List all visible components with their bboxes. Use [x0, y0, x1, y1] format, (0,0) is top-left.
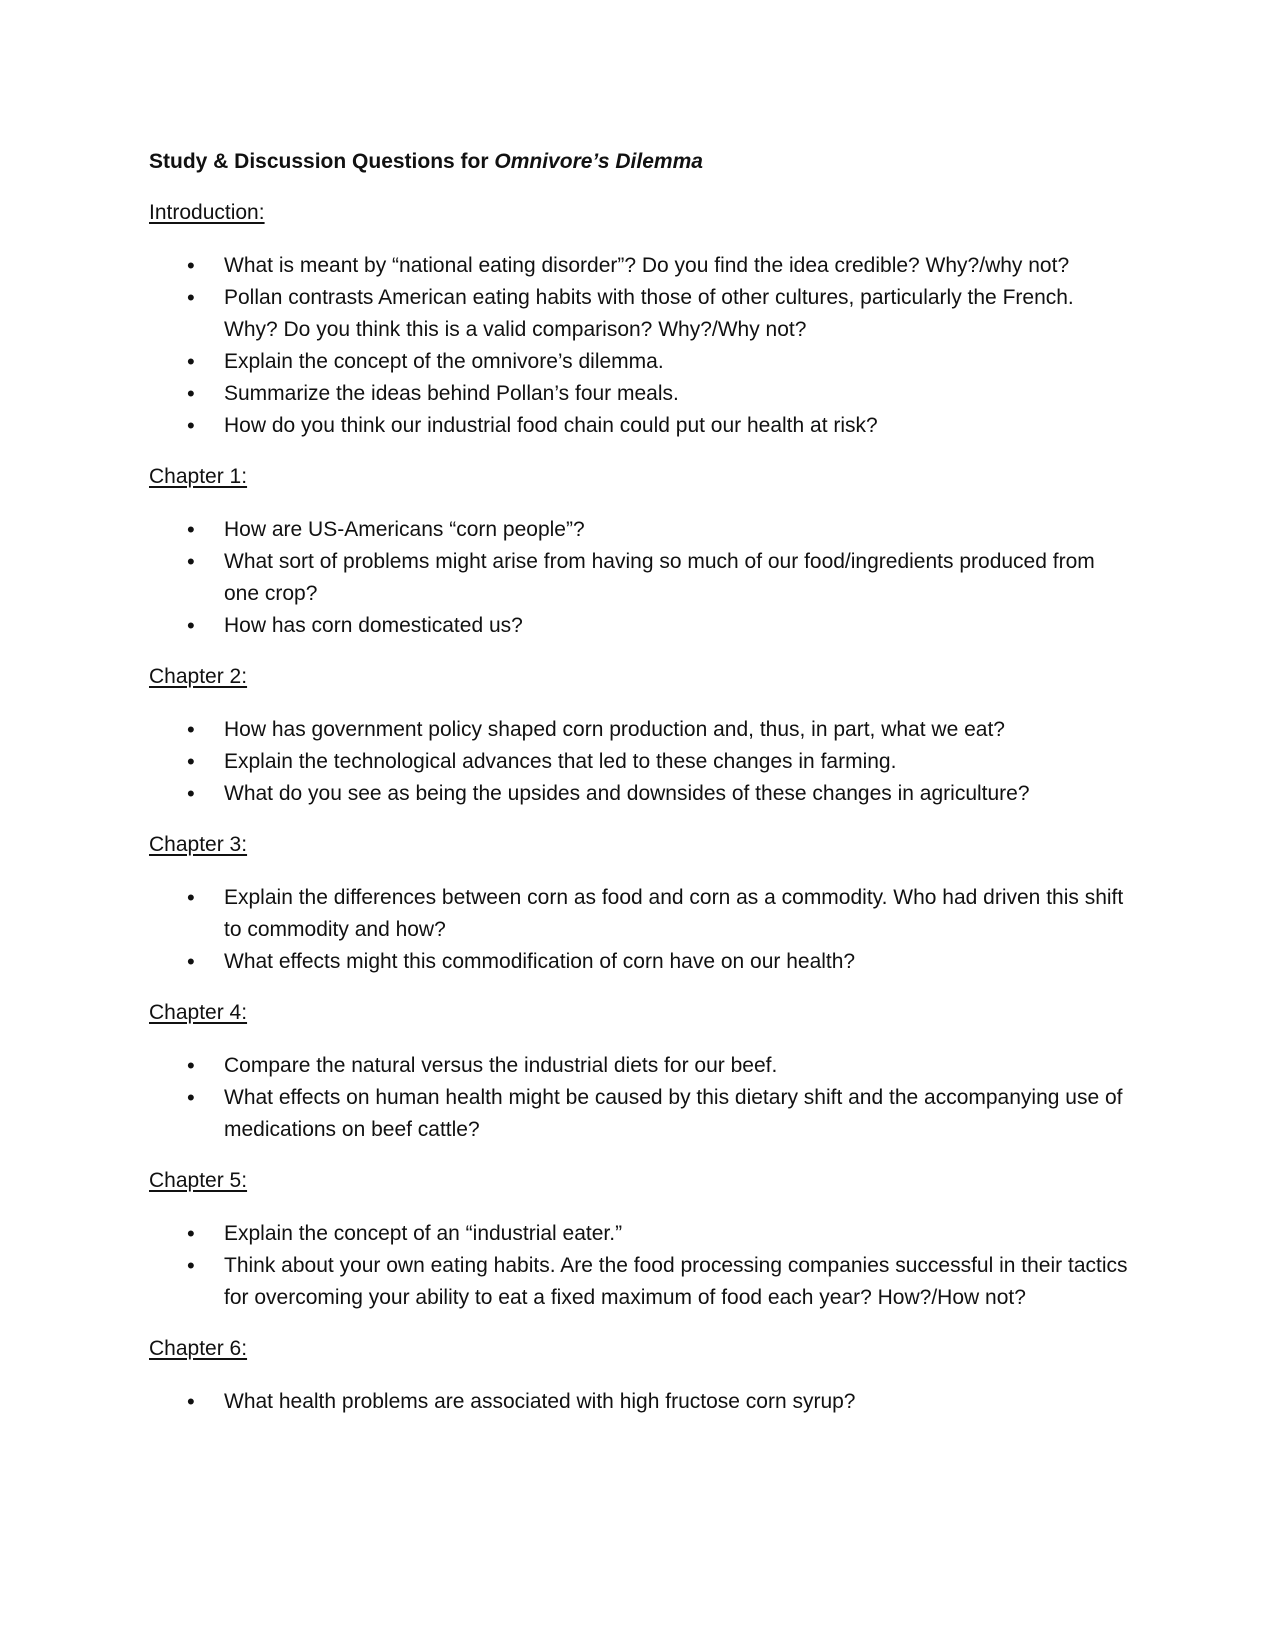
question-item	[149, 1050, 1129, 1082]
question-list	[149, 1386, 1129, 1418]
question-list	[149, 1218, 1129, 1314]
section-chapter-3	[149, 829, 1129, 978]
question-text: Explain the differences between corn as food and corn as a commodity. Who had driven this shift to commodity and how?	[224, 886, 1124, 941]
question-text: How has corn domesticated us?	[224, 614, 523, 637]
document-title	[149, 146, 1129, 178]
section-heading: Chapter 4:	[149, 1001, 248, 1024]
question-text: Think about your own eating habits. Are the food processing companies successful in their tactics for overcoming your ability to eat a fixed maximum of food each year? How?/How not?	[224, 1254, 1128, 1309]
bullet-icon: •	[187, 781, 195, 806]
question-item	[149, 282, 1129, 346]
bullet-icon: •	[187, 381, 195, 406]
question-text: Summarize the ideas behind Pollan’s four meals.	[224, 382, 679, 405]
book-title: Omnivore’s Dilemma	[494, 150, 703, 173]
question-text: What is meant by “national eating disorder”? Do you find the idea credible? Why?/why not?	[224, 254, 1070, 277]
bullet-icon: •	[187, 1253, 195, 1278]
bullet-icon: •	[187, 517, 195, 542]
question-text: Compare the natural versus the industrial diets for our beef.	[224, 1054, 778, 1077]
bullet-icon: •	[187, 1085, 195, 1110]
question-item	[149, 546, 1129, 610]
question-item	[149, 378, 1129, 410]
title-prefix: Study & Discussion Questions for	[149, 150, 495, 173]
question-text: How do you think our industrial food chain could put our health at risk?	[224, 414, 878, 437]
question-item	[149, 1250, 1129, 1314]
bullet-icon: •	[187, 717, 195, 742]
question-text: What effects on human health might be caused by this dietary shift and the accompanying use of medications on beef cattle?	[224, 1086, 1123, 1141]
question-item	[149, 714, 1129, 746]
bullet-icon: •	[187, 285, 195, 310]
question-item	[149, 778, 1129, 810]
section-introduction	[149, 197, 1129, 442]
bullet-icon: •	[187, 253, 195, 278]
question-list	[149, 714, 1129, 810]
question-item	[149, 746, 1129, 778]
question-text: What sort of problems might arise from having so much of our food/ingredients produced from one crop?	[224, 550, 1095, 605]
section-chapter-6	[149, 1333, 1129, 1418]
bullet-icon: •	[187, 413, 195, 438]
question-text: How has government policy shaped corn production and, thus, in part, what we eat?	[224, 718, 1005, 741]
question-item	[149, 1082, 1129, 1146]
section-chapter-4	[149, 997, 1129, 1146]
section-heading: Introduction:	[149, 201, 265, 224]
question-text: Pollan contrasts American eating habits with those of other cultures, particularly the French. Why? Do you think this is a valid comparison? Why?/Why not?	[224, 286, 1074, 341]
question-list	[149, 882, 1129, 978]
question-list	[149, 1050, 1129, 1146]
section-heading: Chapter 5:	[149, 1169, 248, 1192]
bullet-icon: •	[187, 1053, 195, 1078]
question-item	[149, 1218, 1129, 1250]
question-item	[149, 610, 1129, 642]
question-item	[149, 514, 1129, 546]
question-list	[149, 250, 1129, 442]
section-heading: Chapter 1:	[149, 465, 248, 488]
bullet-icon: •	[187, 885, 195, 910]
question-text: Explain the concept of an “industrial eater.”	[224, 1222, 623, 1245]
question-text: What effects might this commodification of corn have on our health?	[224, 950, 856, 973]
question-item	[149, 882, 1129, 946]
question-text: What health problems are associated with high fructose corn syrup?	[224, 1390, 856, 1413]
question-text: Explain the concept of the omnivore’s dilemma.	[224, 350, 664, 373]
section-chapter-2	[149, 661, 1129, 810]
section-chapter-1	[149, 461, 1129, 642]
bullet-icon: •	[187, 549, 195, 574]
bullet-icon: •	[187, 949, 195, 974]
question-list	[149, 514, 1129, 642]
bullet-icon: •	[187, 1389, 195, 1414]
bullet-icon: •	[187, 613, 195, 638]
question-item	[149, 946, 1129, 978]
question-item	[149, 346, 1129, 378]
document-content	[149, 146, 1129, 1437]
sections-container	[149, 197, 1129, 1418]
question-text: What do you see as being the upsides and downsides of these changes in agriculture?	[224, 782, 1030, 805]
question-item	[149, 250, 1129, 282]
question-item	[149, 410, 1129, 442]
bullet-icon: •	[187, 349, 195, 374]
bullet-icon: •	[187, 749, 195, 774]
section-heading: Chapter 2:	[149, 665, 248, 688]
question-text: Explain the technological advances that led to these changes in farming.	[224, 750, 897, 773]
section-chapter-5	[149, 1165, 1129, 1314]
section-heading: Chapter 3:	[149, 833, 248, 856]
question-text: How are US-Americans “corn people”?	[224, 518, 585, 541]
question-item	[149, 1386, 1129, 1418]
bullet-icon: •	[187, 1221, 195, 1246]
section-heading: Chapter 6:	[149, 1337, 248, 1360]
